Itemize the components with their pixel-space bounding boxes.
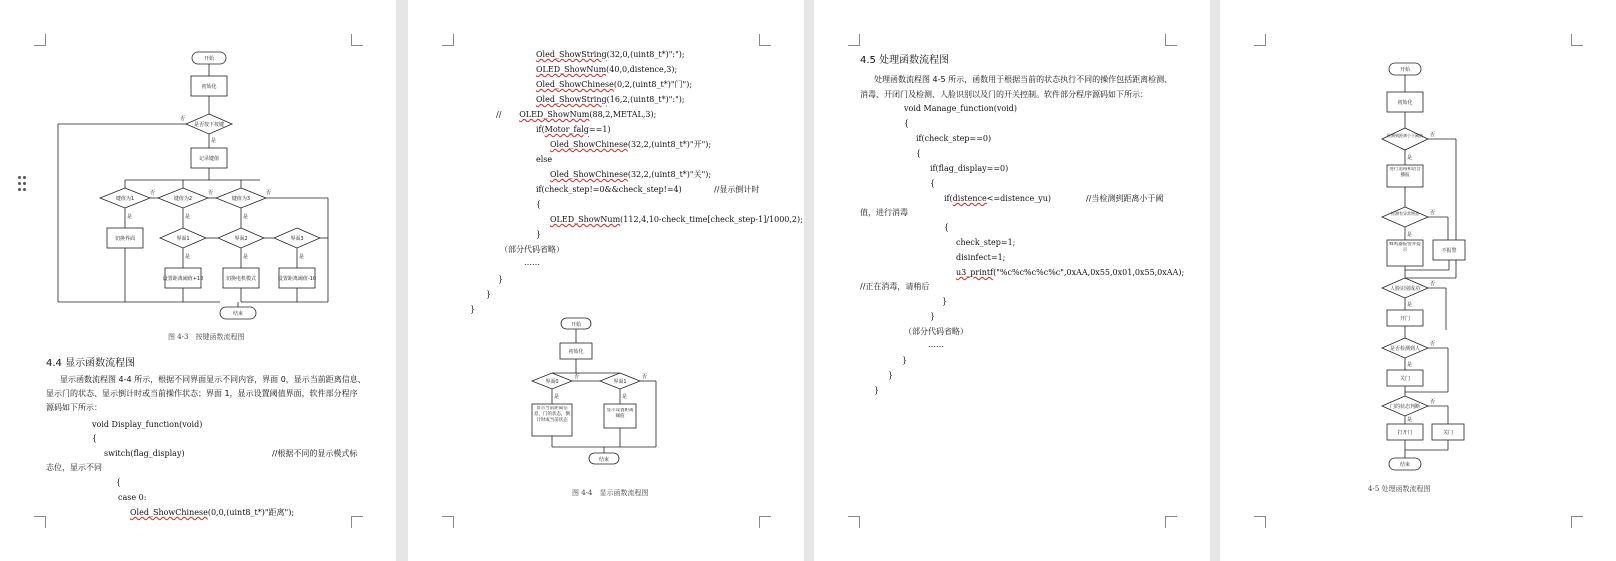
code-fn: OLED_ShowNum [519,110,590,119]
code-line: check_step=1; [956,238,1016,247]
code-line: } [498,275,504,284]
code-comment: //当检测到距离小于阈 [1086,194,1164,203]
fc-no: 否 [1430,399,1436,405]
fc-yes: 是 [243,254,249,260]
fc-start: 开始 [570,322,582,328]
fc-yes: 是 [243,214,249,220]
fc-ui3: 界面3 [290,236,304,242]
paragraph-line: 显示函数流程图 4-4 所示，根据不同界面显示不同内容，界面 0，显示当前距离信息、 [60,375,366,384]
code-line: { [944,223,950,232]
fc-yes: 是 [211,138,217,144]
code-fn: Oled_ShowChinese [130,508,208,517]
fc-warn: 蜂鸣器报警并提示 [1389,242,1421,253]
fc-ui0: 界面0 [545,379,559,385]
fc-yes: 是 [185,254,191,260]
code-line: case 0: [118,493,147,502]
code-line: if(flag_display==0) [930,164,1009,173]
code-line: } [486,290,492,299]
code-comment: //根据不同的显示模式标 [272,449,358,458]
fc-q1: 检测到距离小于阈值 [1387,133,1423,138]
fc-open: 开门 [1399,316,1411,322]
fc-yes: 是 [127,214,133,220]
fc-start: 开始 [203,56,215,62]
fc-q5: 门的状态判断 [1389,404,1421,410]
code-args: (0,0,(uint8_t*)"距离"); [207,508,295,517]
fc-init: 初始化 [568,349,584,355]
crop-mark [351,516,363,528]
fc-init: 初始化 [201,84,217,90]
fc-yes: 是 [1407,155,1413,161]
section-heading: 4.4 显示函数流程图 [46,358,136,369]
fc-show: 显示当前距离信息，门的状态，倒计时或当前状态 [534,406,570,423]
fc-dist: 设置距离阈值+10 [162,276,204,282]
code-args: (88,2,METAL,3); [589,110,657,119]
code-line: void Display_function(void) [92,420,203,429]
code-line: { [536,200,542,209]
code-args: (32,0,(uint8_t*)":"); [606,50,685,59]
code-line: } [470,305,476,314]
fc-k3: 键值为3 [231,196,251,202]
fc-no: 否 [180,116,186,122]
code-line: } [536,230,542,239]
code-line: { [92,434,98,443]
fc-no: 否 [1430,132,1436,138]
document-page-3 [814,0,1210,561]
fc-yes: 是 [1407,302,1413,308]
code-line: { [116,478,122,487]
paragraph-line: 显示门的状态、显示倒计时或当前操作状态；界面 1，显示设置阈值界面，软件部分程序 [46,389,358,398]
code-comment: //正在消毒，请稍后 [860,282,930,291]
fc-ui2: 界面2 [234,236,248,242]
code-line: } [902,356,908,365]
fc-no: 否 [266,190,272,196]
code-comment: 志位，显示不同 [46,463,102,472]
fc-init: 初始化 [1397,100,1413,106]
fc-no: 否 [642,374,648,380]
code-kw: if( [536,125,545,134]
code-args: (40,0,distence,3); [606,65,678,74]
display-function-flowchart [408,0,804,480]
code-kw: if( [944,194,953,203]
code-line: { [916,149,922,158]
fc-yes: 是 [1407,232,1413,238]
fc-end: 结束 [1399,462,1411,468]
code-line: } [930,312,936,321]
code-args: <=distence_yu) [986,194,1052,203]
fc-no: 否 [574,374,580,380]
fc-start: 开始 [1399,67,1411,73]
code-var: distence [952,194,987,203]
fc-yes: 是 [1407,362,1413,368]
code-var: Motor_falg [544,125,589,134]
document-page-2 [408,0,804,561]
fc-close: 关门 [1399,376,1411,382]
code-line: …… [928,340,944,349]
fc-set: 显示设置距离阈值 [606,408,634,419]
fc-close2: 关门 [1442,430,1454,436]
fc-no: 否 [150,190,156,196]
fc-yes: 是 [185,214,191,220]
code-line: if(check_step!=0&&check_step!=4) [536,185,682,194]
fc-no: 否 [1430,210,1436,216]
code-args: (32,2,(uint8_t*)"开"); [627,140,712,149]
code-line: } [888,371,894,380]
crop-mark [1254,516,1266,528]
paragraph-line: 源码如下所示： [46,403,102,412]
document-page-4 [1220,0,1616,561]
code-comment: //显示倒计时 [714,185,760,194]
fc-q2: 检测有异常物品 [1391,211,1419,216]
code-line [944,194,1051,204]
code-comment: 值，进行消毒 [860,208,908,217]
code-note: （部分代码省略） [904,327,968,336]
fc-k2: 键值为2 [173,196,193,202]
code-line: disinfect=1; [956,253,1006,262]
fc-disinfect: 进行消毒和语音播报 [1389,167,1421,178]
code-line [130,508,294,518]
code-line: void Manage_function(void) [904,104,1018,113]
code-args: (112,4,10-check_time[check_step-1]/1000,2); [620,215,803,224]
figure-caption: 图 4-4 显示函数流程图 [572,489,649,497]
code-comment-mark: // [496,110,502,119]
crop-mark [1165,516,1177,528]
code-fn: OLED_ShowNum [536,65,607,74]
crop-mark [442,516,454,528]
fc-k1: 键值为1 [115,196,135,202]
crop-mark [1165,34,1177,46]
code-line: switch(flag_display) [104,449,185,458]
fc-no-alarm: 不报警 [1441,248,1457,254]
code-line: { [904,119,910,128]
fc-q4: 是否检测到人 [1389,346,1421,352]
fc-no: 否 [1430,281,1436,287]
fc-end: 结束 [598,457,610,463]
code-fn: u3_printf [956,268,994,277]
fc-yes: 是 [1407,417,1413,423]
code-args: (32,2,(uint8_t*)"关"); [627,170,712,179]
document-page-1 [0,0,396,561]
crop-mark [759,516,771,528]
code-fn: Oled_ShowChinese [550,140,628,149]
code-line: …… [524,258,540,267]
fc-q3: 人脸识别成功 [1389,286,1421,292]
fc-yes: 是 [299,254,305,260]
code-fn: Oled_ShowChinese [550,170,628,179]
fc-record: 记录键值 [198,156,220,162]
fc-yes: 是 [622,394,628,400]
fc-question: 是否按下按键 [193,122,225,128]
fc-no: 否 [208,190,214,196]
code-line: if(check_step==0) [916,134,992,143]
code-fn: Oled_ShowChinese [536,80,614,89]
paragraph-line: 消毒、开闭门及检测、人脸识别以及门的开关控制。软件部分程序源码如下所示： [860,90,1148,99]
code-line: } [874,386,880,395]
key-function-flowchart [0,0,396,330]
code-note: （部分代码省略） [500,245,564,254]
code-args: ==1) [588,125,611,134]
fc-dist2: 设置距离阈值-10 [277,276,317,282]
code-line [956,268,1184,278]
code-args: (16,2,(uint8_t*)":"); [606,95,685,104]
fc-mode: 切换电机模式 [225,276,257,282]
code-line: else [536,155,553,164]
code-fn: OLED_ShowNum [550,215,621,224]
crop-mark [848,516,860,528]
code-fn: Oled_ShowString [536,50,607,59]
fc-open2: 打开门 [1397,430,1413,436]
code-args: ("%c%c%c%c%c",0xAA,0x55,0x01,0x55,0xAA); [993,268,1185,277]
section-heading: 4.5 处理函数流程图 [860,55,950,66]
figure-caption: 图 4-3 按键函数流程图 [168,333,245,341]
paragraph-line: 处理函数流程图 4-5 所示，函数用于根据当前的状态执行不同的操作包括距离检测、 [874,75,1173,84]
crop-mark [34,516,46,528]
fc-no: 否 [1430,341,1436,347]
crop-mark [1571,516,1583,528]
code-line: { [930,179,936,188]
process-function-flowchart [1220,0,1616,480]
crop-mark [848,34,860,46]
fc-end: 结束 [232,311,244,317]
fc-ui1: 界面1 [613,379,627,385]
fc-ui1: 界面1 [176,236,190,242]
code-args: (0,2,(uint8_t*)"门"); [613,80,693,89]
fc-switch: 切换界面 [114,236,136,242]
code-line: } [942,297,948,306]
fc-yes: 是 [554,394,560,400]
code-fn: Oled_ShowString [536,95,607,104]
figure-caption: 4-5 处理函数流程图 [1368,485,1431,493]
